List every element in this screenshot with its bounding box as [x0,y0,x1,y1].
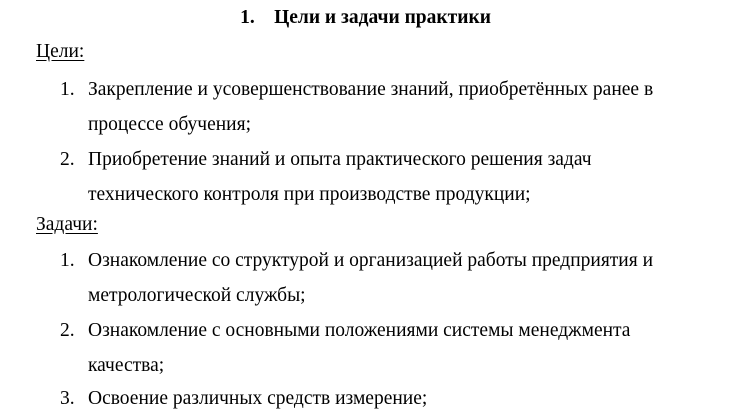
list-item-line: процессе обучения; [88,114,251,135]
section-title: Цели и задачи практики [274,7,491,28]
list-item-line: качества; [88,355,165,376]
task-item-2 [60,313,710,383]
task-item-3 [60,381,710,416]
tasks-label: Задачи: [36,214,98,235]
list-number: 2. [60,320,75,341]
list-number: 1. [60,250,75,271]
list-item-line: Закрепление и усовершенствование знаний, приобретённых ранее в [88,79,654,100]
list-item-line: Ознакомление со структурой и организацией работы предприятия и [88,250,654,271]
task-item-1 [60,243,710,313]
goal-item-2 [60,142,710,212]
list-number: 3. [60,388,75,409]
section-number: 1. [240,7,255,28]
list-item-line: технического контроля при производстве продукции; [88,184,531,205]
goals-label: Цели: [36,41,85,62]
list-number: 2. [60,149,75,170]
list-item-line: метрологической службы; [88,285,306,306]
list-item-line: Ознакомление с основными положениями системы менеджмента [88,320,631,341]
list-number: 1. [60,79,75,100]
list-item-line: Освоение различных средств измерение; [88,388,428,409]
list-item-line: Приобретение знаний и опыта практического решения задач [88,149,592,170]
goal-item-1 [60,72,710,142]
section-heading [0,3,731,33]
